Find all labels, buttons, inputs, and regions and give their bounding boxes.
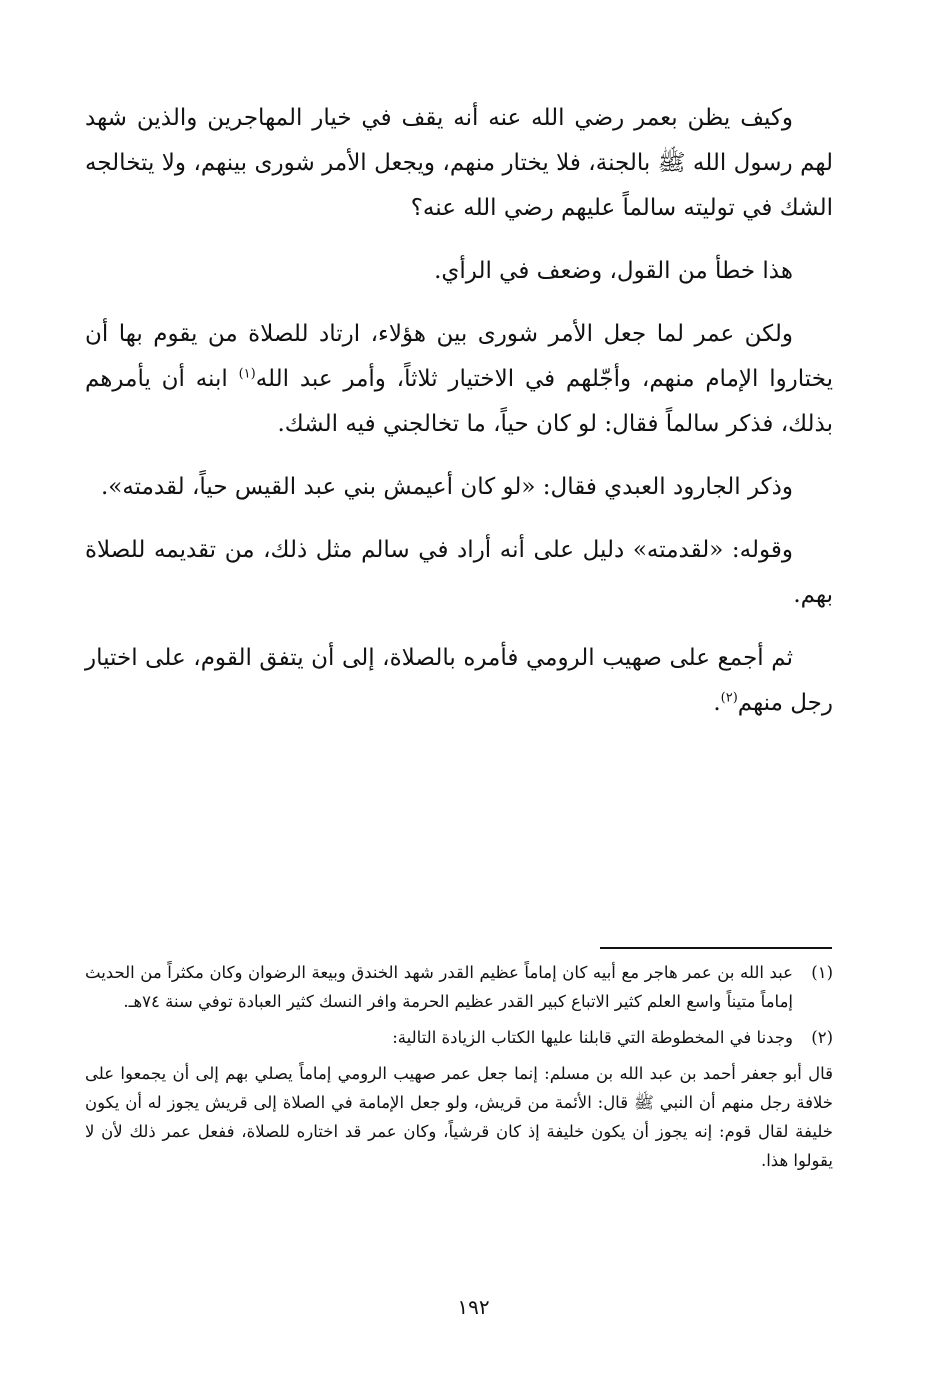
footnote-2-continuation: [85, 1059, 833, 1175]
paragraph-2: هذا خطأ من القول، وضعف في الرأي.: [434, 258, 793, 284]
paragraph-1: وكيف يظن بعمر رضي الله عنه أنه يقف في خيار المهاجرين والذين شهد لهم رسول الله ﷺ بالجنة، فلا يختار منهم، ويجعل الأمر شورى بينهم، ولا يتخالجه الشك في توليته سالماً عليهم رضي الله عنه؟: [85, 105, 833, 221]
footnote-2-text: وجدنا في المخطوطة التي قابلنا عليها الكتاب الزيادة التالية:: [392, 1028, 793, 1047]
paragraph-4: وذكر الجارود العبدي فقال: «لو كان أعيمش بني عبد القيس حياً، لقدمته».: [100, 474, 793, 500]
paragraph-6-text-a: ثم أجمع على صهيب الرومي فأمره بالصلاة، إلى أن يتفق القوم، على اختيار رجل منهم: [85, 645, 833, 716]
paragraph-5: وقوله: «لقدمته» دليل على أنه أراد في سالم مثل ذلك، من تقديمه للصلاة بهم.: [85, 537, 833, 608]
footnote-2-number: (٢): [811, 1028, 833, 1047]
paragraph-6-text-b: .: [713, 690, 721, 716]
footnote-1-text: عبد الله بن عمر هاجر مع أبيه كان إماماً عظيم القدر شهد الخندق وبيعة الرضوان وكان مكثراً من الحديث إماماً متيناً واسع العلم كثير الاتباع كبير القدر عظيم الحرمة وافر النسك كثير العبادة توفي سنة ٧٤هـ.: [85, 963, 793, 1011]
footnote-separator: [600, 947, 832, 949]
paragraph-3: [85, 312, 833, 447]
paragraph-6: [85, 636, 833, 726]
footnotes: [85, 958, 833, 1182]
footnote-1: [85, 958, 833, 1016]
paragraph-3-text-b: ابنه أن يأمرهم بذلك، فذكر سالماً فقال: لو كان حياً، ما تخالجني فيه الشك.: [85, 366, 833, 437]
page-number: ١٩٢: [457, 1295, 490, 1319]
main-text: [85, 96, 833, 744]
footnote-ref-2[interactable]: (٢): [720, 690, 738, 706]
footnote-ref-1[interactable]: (١): [238, 366, 256, 382]
footnote-1-number: (١): [811, 963, 833, 982]
paragraph-3-text-a: ولكن عمر لما جعل الأمر شورى بين هؤلاء، ارتاد للصلاة من يقوم بها أن يختاروا الإمام منهم، وأجّلهم في الاختيار ثلاثاً، وأمر عبد الله: [85, 321, 833, 392]
footnote-2-quote: قال أبو جعفر أحمد بن عبد الله بن مسلم: إنما جعل عمر صهيب الرومي إماماً يصلي بهم إلى أن يجمعوا على خلافة رجل منهم أن النبي ﷺ قال: الأئمة من قريش، ولو جعل الإمامة في الصلاة إلى قريش يجوز له أن يكون خليفة لقال قوم: إنه يجوز أن يكون خليفة إذ كان قرشياً، وكان عمر قد اختاره للصلاة، ففعل عمر ذلك لأن لا يقولوا هذا.: [85, 1064, 833, 1170]
footnote-2: [85, 1023, 833, 1052]
